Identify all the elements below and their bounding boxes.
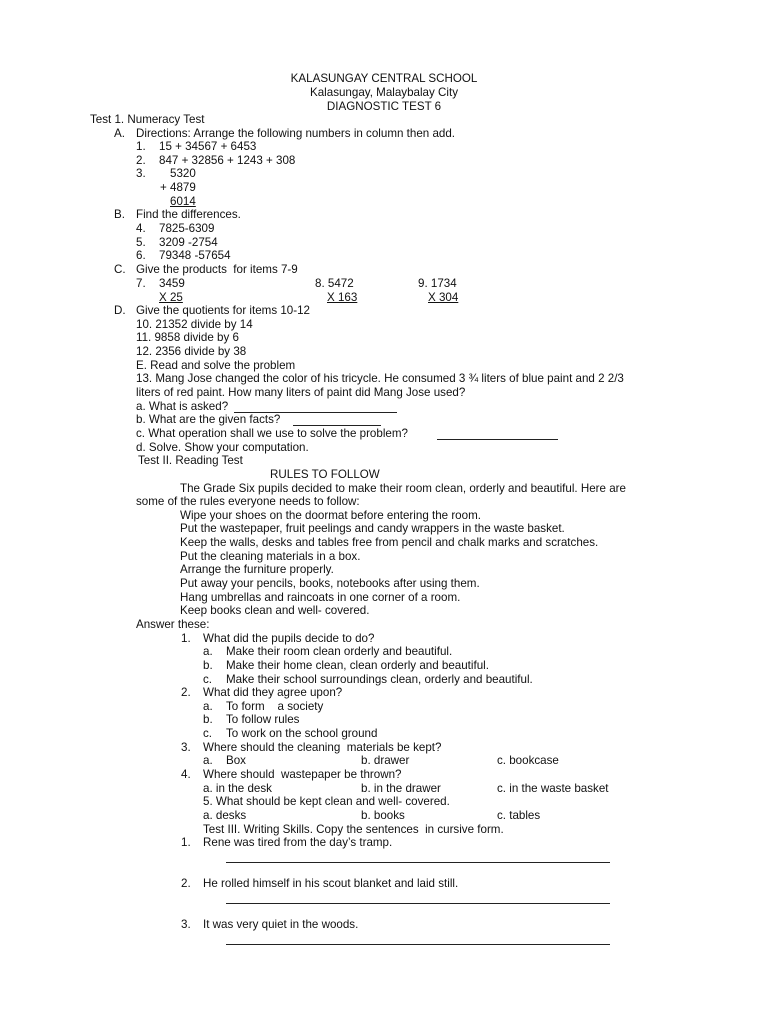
rule-item: Put away your pencils, books, notebooks after using them.: [180, 577, 480, 590]
item-number: 1.: [136, 140, 146, 153]
option-letter: a.: [203, 754, 213, 767]
section-d-letter: D.: [114, 304, 126, 317]
option-text: b. drawer: [361, 754, 410, 767]
option-text: b. books: [361, 809, 405, 822]
question-text: Where should wastepaper be thrown?: [203, 768, 402, 781]
question-d: d. Solve. Show your computation.: [136, 441, 309, 454]
test1-title: Test 1. Numeracy Test: [90, 113, 205, 126]
option-letter: b.: [203, 659, 213, 672]
test2-title: Test II. Reading Test: [138, 454, 243, 467]
question-number: 3.: [181, 741, 191, 754]
rule-item: Hang umbrellas and raincoats in one corner of a room.: [180, 591, 461, 604]
option-text: a. in the desk: [203, 782, 272, 795]
item-text: 5320: [170, 167, 196, 180]
test-title: DIAGNOSTIC TEST 6: [326, 100, 442, 113]
item8-value: 8. 5472: [315, 277, 354, 290]
option-text: Box: [226, 754, 246, 767]
item9-multiplier: X 304: [428, 291, 459, 304]
section-b-text: Find the differences.: [136, 208, 241, 221]
sentence-number: 2.: [181, 877, 191, 890]
option-text: a. desks: [203, 809, 247, 822]
section-d-text: Give the quotients for items 10-12: [136, 304, 310, 317]
sentence-text: Rene was tired from the day’s tramp.: [203, 836, 393, 849]
rule-item: Put the cleaning materials in a box.: [180, 550, 361, 563]
reading-intro: The Grade Six pupils decided to make their room clean, orderly and beautiful. Here are: [180, 482, 626, 495]
item-text: 10. 21352 divide by 14: [136, 318, 253, 331]
option-text: c. in the waste basket: [497, 782, 609, 795]
section-c-letter: C.: [114, 263, 126, 276]
writing-line[interactable]: [226, 862, 610, 863]
section-b-letter: B.: [114, 208, 125, 221]
item-number: 7.: [136, 277, 146, 290]
question-number: 1.: [181, 632, 191, 645]
section-a-letter: A.: [114, 127, 125, 140]
section-c-text: Give the products for items 7-9: [136, 263, 298, 276]
question-text: 5. What should be kept clean and well- covered.: [203, 795, 450, 808]
test3-title: Test III. Writing Skills. Copy the sentences in cursive form.: [203, 823, 504, 836]
reading-heading: RULES TO FOLLOW: [270, 468, 380, 481]
school-location: Kalasungay, Malaybalay City: [309, 86, 458, 99]
question-b: b. What are the given facts?: [136, 413, 281, 426]
question-c: c. What operation shall we use to solve the problem?: [136, 427, 408, 440]
sentence-number: 3.: [181, 918, 191, 931]
option-text: To form a society: [226, 700, 324, 713]
question-text: What did they agree upon?: [203, 686, 343, 699]
option-text: To follow rules: [226, 713, 300, 726]
item-text: 79348 -57654: [159, 249, 231, 262]
section-e-text: E. Read and solve the problem: [136, 359, 296, 372]
option-text: c. tables: [497, 809, 541, 822]
answer-these-label: Answer these:: [136, 618, 210, 631]
option-letter: a.: [203, 645, 213, 658]
rule-item: Arrange the furniture properly.: [180, 563, 334, 576]
item-text: 7825-6309: [159, 222, 215, 235]
option-text: Make their home clean, clean orderly and beautiful.: [226, 659, 489, 672]
rule-item: Wipe your shoes on the doormat before entering the room.: [180, 509, 481, 522]
sentence-text: It was very quiet in the woods.: [203, 918, 359, 931]
item8-multiplier: X 163: [327, 291, 358, 304]
item3-sum: 6014: [170, 195, 196, 208]
option-text: To work on the school ground: [226, 727, 378, 740]
school-name: KALASUNGAY CENTRAL SCHOOL: [290, 72, 478, 85]
question-number: 2.: [181, 686, 191, 699]
reading-intro: some of the rules everyone needs to follow:: [136, 495, 360, 508]
option-text: b. in the drawer: [361, 782, 441, 795]
item-text: 15 + 34567 + 6453: [159, 140, 257, 153]
option-letter: b.: [203, 713, 213, 726]
sentence-text: He rolled himself in his scout blanket and laid still.: [203, 877, 459, 890]
rule-item: Put the wastepaper, fruit peelings and candy wrappers in the waste basket.: [180, 522, 565, 535]
rule-item: Keep books clean and well- covered.: [180, 604, 370, 617]
option-text: Make their school surroundings clean, orderly and beautiful.: [226, 673, 533, 686]
item3-addend: + 4879: [160, 181, 196, 194]
item-text: 11. 9858 divide by 6: [136, 331, 239, 344]
question-text: Where should the cleaning materials be kept?: [203, 741, 442, 754]
writing-line[interactable]: [226, 944, 610, 945]
answer-blank-b[interactable]: [293, 425, 381, 426]
item-number: 4.: [136, 222, 146, 235]
item-number: 2.: [136, 154, 146, 167]
item7-multiplier: X 25: [159, 291, 183, 304]
question-number: 4.: [181, 768, 191, 781]
answer-blank-c[interactable]: [437, 439, 558, 440]
option-letter: c.: [203, 673, 213, 686]
problem-line: liters of red paint. How many liters of paint did Mang Jose used?: [136, 386, 466, 399]
item7-value: 3459: [159, 277, 185, 290]
section-a-directions: Directions: Arrange the following numbers in column then add.: [136, 127, 456, 140]
sentence-number: 1.: [181, 836, 191, 849]
item-text: 3209 -2754: [159, 236, 218, 249]
item-number: 3.: [136, 167, 146, 180]
option-text: c. bookcase: [497, 754, 559, 767]
item-text: 847 + 32856 + 1243 + 308: [159, 154, 296, 167]
item-number: 5.: [136, 236, 146, 249]
problem-line: 13. Mang Jose changed the color of his tricycle. He consumed 3 ¾ liters of blue paint and 2 2/3: [136, 372, 624, 385]
option-letter: a.: [203, 700, 213, 713]
writing-line[interactable]: [226, 903, 610, 904]
item-number: 6.: [136, 249, 146, 262]
item-text: 12. 2356 divide by 38: [136, 345, 247, 358]
option-text: Make their room clean orderly and beautiful.: [226, 645, 453, 658]
item9-value: 9. 1734: [418, 277, 457, 290]
option-letter: c.: [203, 727, 213, 740]
rule-item: Keep the walls, desks and tables free from pencil and chalk marks and scratches.: [180, 536, 599, 549]
question-a: a. What is asked?: [136, 400, 229, 413]
question-text: What did the pupils decide to do?: [203, 632, 375, 645]
